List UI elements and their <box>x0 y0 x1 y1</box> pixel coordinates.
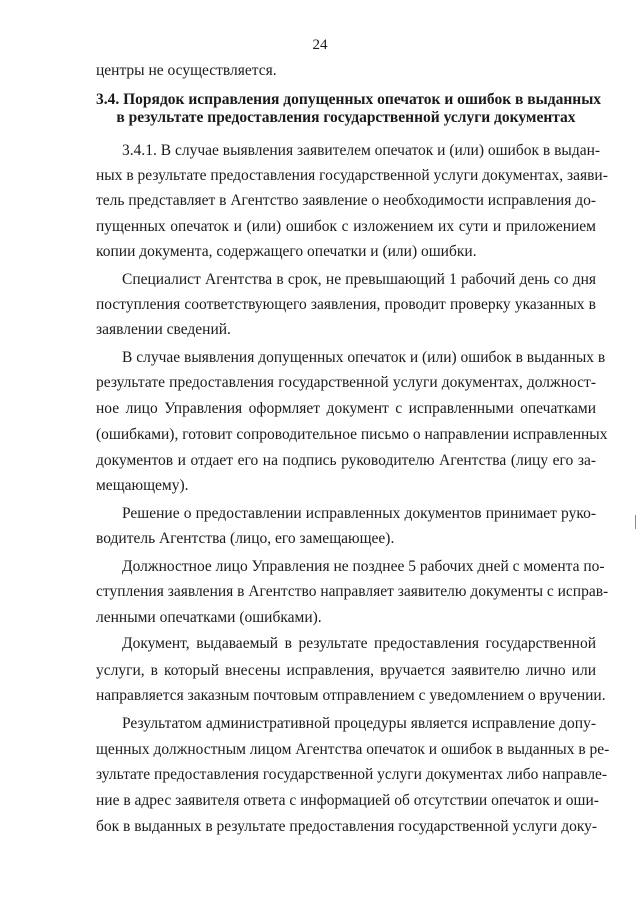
page-number: 24 <box>312 37 328 53</box>
paragraph-line: ное лицо Управления оформляет документ с исправленными опечатками <box>96 400 596 417</box>
paragraph-line: ных в результате предоставления государственной услуги документах, заяви- <box>96 167 608 184</box>
paragraph-line: пущенных опечаток и (или) ошибок с изложением их сути и приложением <box>96 218 596 235</box>
paragraph-line: ние в адрес заявителя ответа с информацией об отсутствии опечаток и оши- <box>96 792 599 809</box>
paragraph-line: ленными опечатками (ошибками). <box>96 609 322 626</box>
scan-edge-mark <box>635 515 636 529</box>
paragraph-line: документов и отдает его на подпись руководителю Агентства (лицу его за- <box>96 452 596 469</box>
paragraph-line: копии документа, содержащего опечатки и (или) ошибки. <box>96 243 477 260</box>
paragraph-line: Должностное лицо Управления не позднее 5 рабочих дней с момента по- <box>122 558 605 575</box>
section-heading-line: 3.4. Порядок исправления допущенных опечаток и ошибок в выданных <box>96 91 602 108</box>
paragraph-line: тель представляет в Агентство заявление о необходимости исправления до- <box>96 192 597 209</box>
paragraph-line: Решение о предоставлении исправленных документов принимает руко- <box>122 505 596 522</box>
paragraph-line: щенных должностным лицом Агентства опечаток и ошибок в выданных в ре- <box>96 741 610 758</box>
paragraph-line: заявлении сведений. <box>96 321 231 338</box>
paragraph-line: Специалист Агентства в срок, не превышающий 1 рабочий день со дня <box>122 271 596 288</box>
paragraph-line: зультате предоставления государственной услуги документах либо направле- <box>96 766 608 783</box>
paragraph-line: результате предоставления государственной услуги документах, должност- <box>96 374 596 391</box>
paragraph-line: поступления соответствующего заявления, проводит проверку указанных в <box>96 296 596 313</box>
section-heading-line: в результате предоставления государственной услуги документах <box>116 109 576 126</box>
paragraph-line: мещающему). <box>96 477 189 494</box>
paragraph-line: В случае выявления допущенных опечаток и (или) ошибок в выданных в <box>122 349 606 366</box>
paragraph-line: Результатом административной процедуры является исправление допу- <box>122 715 596 732</box>
paragraph-line: ступления заявления в Агентство направляет заявителю документы с исправ- <box>96 583 609 600</box>
paragraph-line: (ошибками), готовит сопроводительное письмо о направлении исправленных <box>96 426 608 443</box>
intro-line: центры не осуществляется. <box>96 62 277 79</box>
paragraph-line: направляется заказным почтовым отправлением с уведомлением о вручении. <box>96 687 606 704</box>
paragraph-line: бок в выданных в результате предоставления государственной услуги доку- <box>96 818 598 835</box>
paragraph-line: водитель Агентства (лицо, его замещающее). <box>96 530 395 547</box>
paragraph-line: услуги, в который внесены исправления, вручается заявителю лично или <box>96 662 596 679</box>
paragraph-line: 3.4.1. В случае выявления заявителем опечаток и (или) ошибок в выдан- <box>122 142 601 159</box>
paragraph-line: Документ, выдаваемый в результате предоставления государственной <box>122 635 596 652</box>
